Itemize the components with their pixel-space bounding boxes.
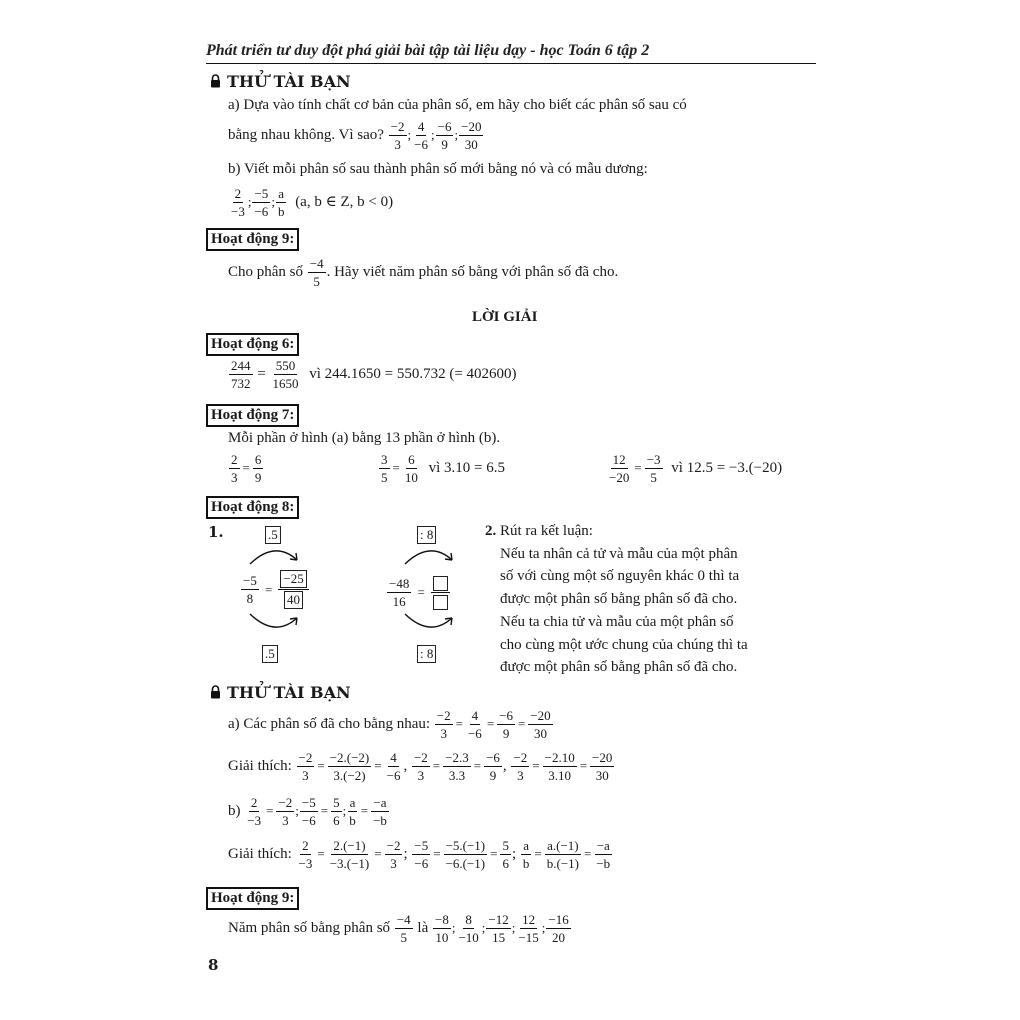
arc-arrow-top-left: [245, 546, 305, 566]
arc-arrow-top-right: [400, 546, 460, 566]
hd7-eq1: $\frac{2}{3}$ = $\frac{6}{9}$: [231, 452, 262, 485]
header-title: Phát triển tư duy đột phá giải bài tập tài liệu dạy - học Toán 6 tập 2: [206, 42, 650, 59]
fraction: $\frac{a}{b}$: [277, 186, 285, 219]
hd7-eq2: $\frac{3}{5}$ = $\frac{6}{10}$ vì 3.10 = 6.5: [381, 452, 505, 485]
try2-a: a) Các phân số đã cho bằng nhau: $\frac{-2}{3}$ = $\frac{4}{-6}$ = $\frac{-6}{9}$ = $\frac{-20}{30}$: [228, 708, 551, 741]
diagram-right-bot-op: : 8: [417, 645, 436, 663]
hd9s-label: Hoạt động 9:: [206, 887, 299, 910]
fraction: $\frac{3}{5}$: [381, 452, 388, 485]
lock-icon: [210, 684, 221, 703]
try2-b-pairs: $\frac{2}{-3}$ = $\frac{-2}{3}$ ; $\frac{-5}{-6}$ = $\frac{5}{6}$ ; $\frac{a}{b}$ = $\frac{-a}{-b}$: [247, 795, 387, 828]
hd7-text: Mỗi phần ở hình (a) bằng 13 phần ở hình (b).: [228, 430, 501, 446]
try-heading-1: THỬ TÀI BẠN: [210, 72, 351, 92]
hd9-text: Cho phân số $\frac{-4}{5}$ . Hãy viết năm phân số bằng với phân số đã cho.: [228, 256, 619, 289]
fraction: $\frac{-6}{9}$: [499, 708, 513, 741]
fraction: $\frac{2.(-1)}{-3.(-1)}$: [329, 838, 370, 871]
fraction: $\frac{-20}{30}$: [530, 708, 551, 741]
hd8-line-3: được một phân số bằng phân số đã cho.: [500, 591, 738, 607]
fraction: $\frac{a}{b}$: [349, 795, 356, 828]
fraction: $\frac{-12}{15}$: [488, 912, 509, 945]
empty-box: [433, 595, 448, 610]
diagram-left-bot-op: .5: [262, 645, 278, 663]
fraction: $\frac{-2}{3}$: [413, 750, 428, 783]
hd8-line-1: Nếu ta nhân cả tử và mẫu của một phân: [500, 546, 738, 562]
hd7-eq3: $\frac{12}{-20}$ = $\frac{-3}{5}$ vì 12.5 = −3.(−20): [609, 452, 783, 485]
fraction: $\frac{-2}{3}$: [513, 750, 528, 783]
try1-b-fractions: $\frac{2}{-3}$ ; $\frac{-5}{-6}$ ; $\frac{a}{b}$: [231, 186, 285, 219]
hd6-equation: $\frac{244}{732}$ = $\frac{550}{1650}$ vì 244.1650 = 550.732 (= 402600): [231, 358, 517, 391]
hd8-num1: 1.: [208, 523, 224, 541]
fraction: $\frac{550}{1650}$: [272, 358, 299, 391]
empty-box: [433, 576, 448, 591]
fraction: $\frac{-2.3}{3.3}$: [445, 750, 469, 783]
hd6-label: Hoạt động 6:: [206, 333, 299, 356]
try1-b-text: b) Viết mỗi phân số sau thành phân số mới bằng nó và có mẫu dương:: [228, 161, 648, 177]
fraction: $\frac{-4}{5}$: [309, 256, 324, 289]
fraction: $\frac{-a}{-b}$: [596, 838, 611, 871]
hd9s-answer: Năm phân số bằng phân số $\frac{-4}{5}$ là $\frac{-8}{10}$ ; $\frac{8}{-10}$ ; $\frac{-12}{15}$ ; $\frac{12}{-15}$ ; $\frac{-16}{20}$: [228, 912, 569, 945]
fraction: $\frac{4}{-6}$: [467, 708, 482, 741]
fraction: $\frac{244}{732}$: [231, 358, 251, 391]
try2-b-explain: Giải thích: $\frac{2}{-3}$ = $\frac{2.(-1)}{-3.(-1)}$ = $\frac{-2}{3}$ ; $\frac{-5}{-6}$ = $\frac{-5.(-1)}{-6.(-1)}$ = $\frac{5}{6}$ ; $\frac{a}{b}$ = $\frac{a.(-1)}{b.(-1)}$ = $\frac{-a}{-b}$: [228, 838, 611, 871]
fraction: $\frac{6}{9}$: [254, 452, 262, 485]
fraction: $\frac{-a}{-b}$: [373, 795, 387, 828]
fraction: $\frac{4}{-6}$: [414, 119, 429, 152]
hd8-line-5: cho cùng một ước chung của chúng thì ta: [500, 637, 748, 653]
fraction: $\frac{-5}{-6}$: [254, 186, 269, 219]
fraction: $\frac{2}{-3}$: [298, 838, 313, 871]
fraction: $\frac{12}{-15}$: [518, 912, 539, 945]
solution-title: LỜI GIẢI: [472, 309, 538, 325]
fraction: $\frac{-2.10}{3.10}$: [544, 750, 575, 783]
fraction: $\frac{-3}{5}$: [646, 452, 661, 485]
fraction: $\frac{a.(-1)}{b.(-1)}$: [546, 838, 579, 871]
fraction: $\frac{-6}{9}$: [437, 119, 452, 152]
fraction: $\frac{-2}{3}$: [298, 750, 313, 783]
fraction: $\frac{2}{-3}$: [247, 795, 262, 828]
hd8-line-6: được một phân số bằng phân số đã cho.: [500, 659, 738, 675]
header-rule: [206, 63, 816, 64]
fraction: $\frac{-2.(-2)}{3.(-2)}$: [329, 750, 370, 783]
try-heading-2: THỬ TÀI BẠN: [210, 683, 351, 703]
hd8-conclusion-title: 2. Rút ra kết luận:: [485, 523, 593, 539]
diagram-right-equation: $\frac{-48}{16}$ =: [386, 574, 451, 610]
hd9-label: Hoạt động 9:: [206, 228, 299, 251]
try1-b-line2: $\frac{2}{-3}$ ; $\frac{-5}{-6}$ ; $\frac{a}{b}$ (a, b ∈ Z, b < 0): [228, 186, 393, 219]
fraction: $\frac{8}{-10}$: [458, 912, 479, 945]
fraction: $\frac{6}{10}$: [404, 452, 418, 485]
fraction: $\frac{5}{6}$: [333, 795, 340, 828]
try1-a-text: a) Dựa vào tính chất cơ bản của phân số, em hãy cho biết các phân số sau có: [228, 97, 687, 113]
arc-arrow-bottom-right: [400, 612, 460, 634]
fraction: $\frac{-2}{3}$: [390, 119, 405, 152]
diagram-left-equation: $\frac{-5}{8}$ = $\frac{-25}{40}$: [240, 570, 310, 609]
fraction: $\frac{-4}{5}$: [396, 912, 411, 945]
fraction: $\frac{-48}{16}$: [389, 575, 410, 609]
diagram-left-top-op: .5: [265, 526, 281, 544]
fraction: $\frac{-5.(-1)}{-6.(-1)}$: [445, 838, 486, 871]
hd8-line-2: số với cùng một số nguyên khác 0 thì ta: [500, 568, 740, 584]
fraction: $\frac{-5}{8}$: [243, 573, 257, 606]
hd7-label: Hoạt động 7:: [206, 404, 299, 427]
page-number: 8: [208, 956, 219, 974]
hd8-line-4: Nếu ta chia tử và mẫu của một phân số: [500, 614, 734, 630]
hd8-label: Hoạt động 8:: [206, 496, 299, 519]
fraction: $\frac{-5}{-6}$: [301, 795, 316, 828]
fraction: $\frac{-20}{30}$: [592, 750, 613, 783]
fraction: $\frac{-2}{3}$: [436, 708, 451, 741]
fraction: $\frac{2}{3}$: [231, 452, 238, 485]
lock-icon: [210, 73, 221, 92]
fraction: $\frac{-16}{20}$: [548, 912, 569, 945]
fraction: $\frac{-2}{3}$: [278, 795, 293, 828]
fraction: $\frac{2}{-3}$: [231, 186, 245, 219]
fraction: $\frac{-8}{10}$: [434, 912, 449, 945]
fraction: $\frac{5}{6}$: [502, 838, 509, 871]
fraction: $\frac{a}{b}$: [522, 838, 530, 871]
try1-a-fractions: $\frac{-2}{3}$ ; $\frac{4}{-6}$ ; $\frac{-6}{9}$ ; $\frac{-20}{30}$: [390, 119, 482, 152]
try1-a-line2: bằng nhau không. Vì sao? $\frac{-2}{3}$ ; $\frac{4}{-6}$ ; $\frac{-6}{9}$ ; $\frac{-20}{30}$: [228, 119, 484, 152]
arc-arrow-bottom-left: [245, 612, 305, 634]
fraction: $\frac{4}{-6}$: [386, 750, 401, 783]
fraction: $\frac{-2}{3}$: [386, 838, 401, 871]
try2-a-explain: Giải thích: $\frac{-2}{3}$ = $\frac{-2.(-2)}{3.(-2)}$ = $\frac{4}{-6}$ , $\frac{-2}{3}$ = $\frac{-2.3}{3.3}$ = $\frac{-6}{9}$ , $\frac{-2}{3}$ = $\frac{-2.10}{3.10}$ = $\frac{-20}{30}$: [228, 750, 613, 783]
fraction: $\frac{-20}{30}$: [461, 119, 482, 152]
fraction: $\frac{-6}{9}$: [486, 750, 500, 783]
fraction: $\frac{-5}{-6}$: [414, 838, 429, 871]
fraction: $\frac{12}{-20}$: [609, 452, 630, 485]
try2-b: b) $\frac{2}{-3}$ = $\frac{-2}{3}$ ; $\frac{-5}{-6}$ = $\frac{5}{6}$ ; $\frac{a}{b}$ = $\frac{-a}{-b}$: [228, 795, 390, 828]
diagram-right-top-op: : 8: [417, 526, 436, 544]
